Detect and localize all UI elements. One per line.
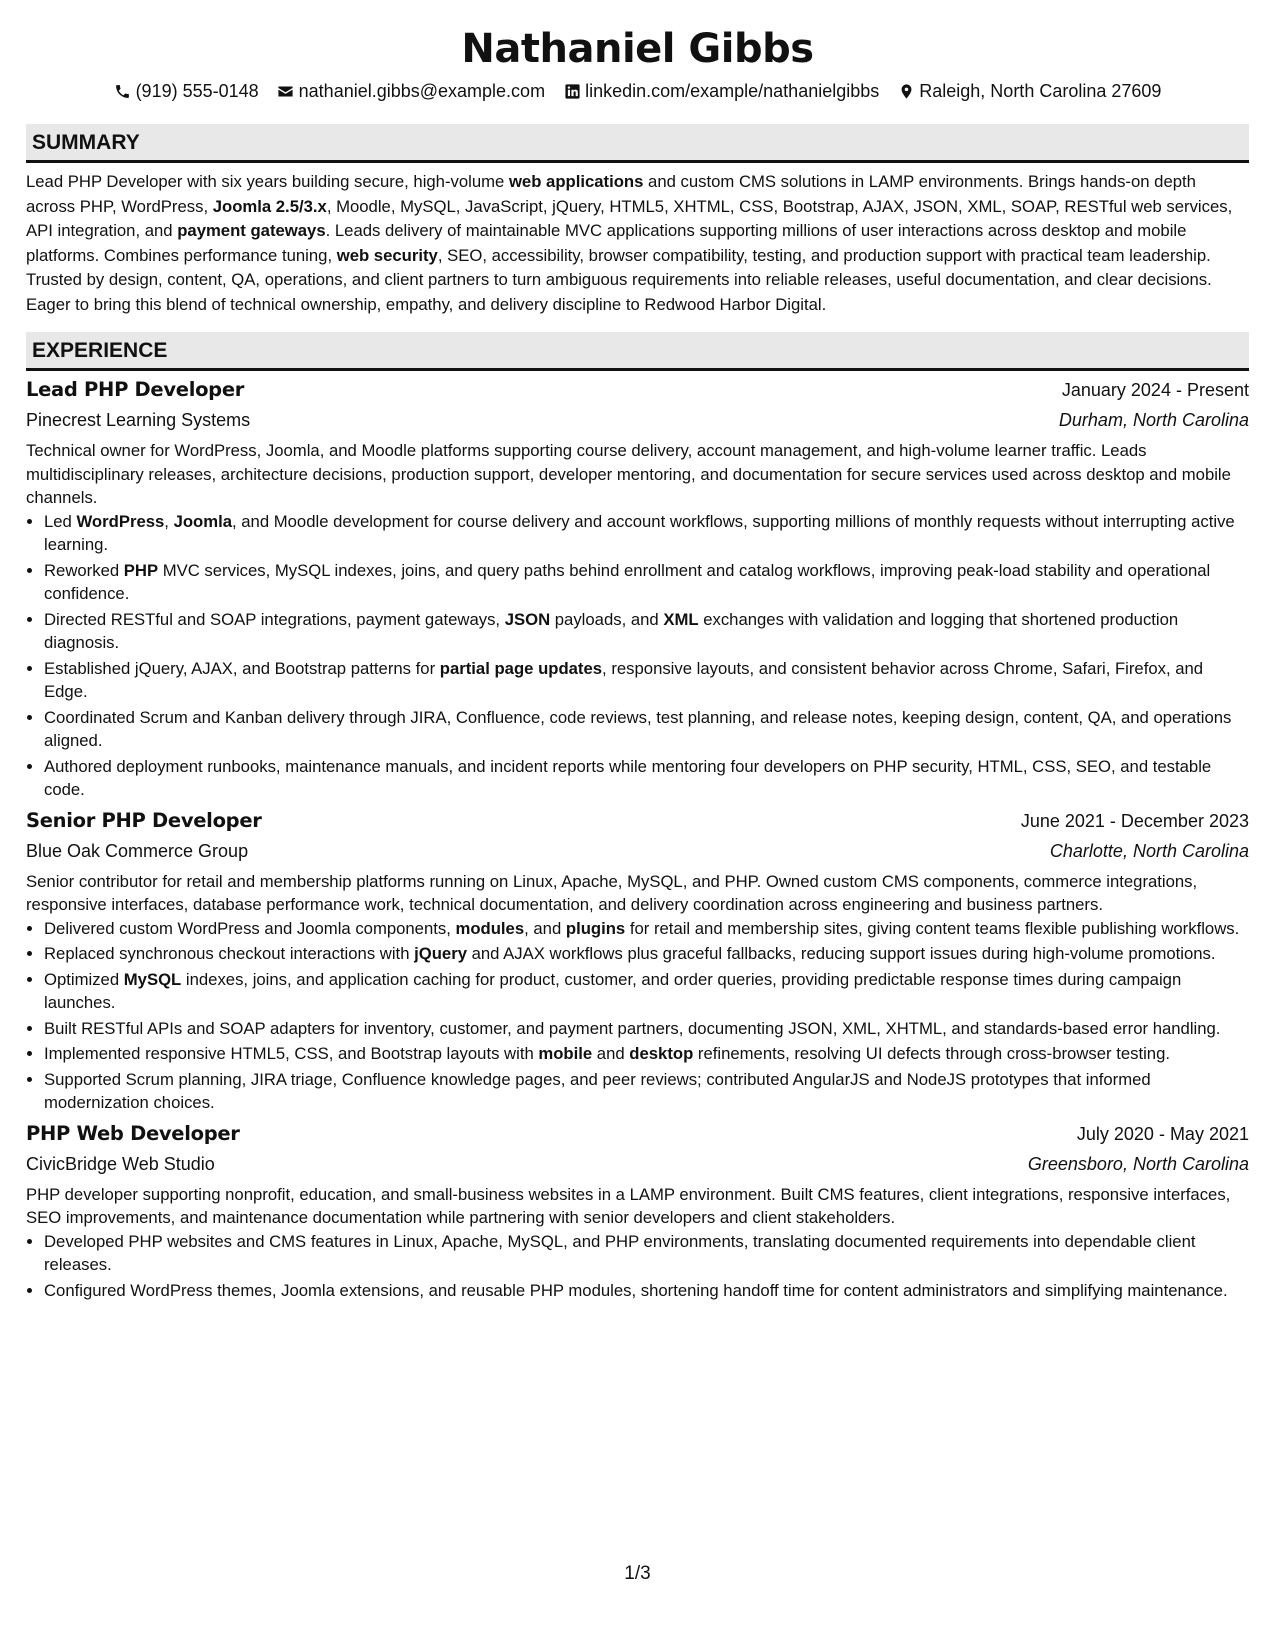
text-run: and AJAX workflows plus graceful fallbacks, reducing support issues during high-volume promotions. [466, 944, 1216, 963]
contact-linkedin[interactable] [563, 80, 879, 102]
text-run: Supported Scrum planning, JIRA triage, Confluence knowledge pages, and peer reviews; contributed AngularJS and NodeJS prototypes that informed modernization choices. [44, 1069, 1151, 1112]
bold-keyword: modules [455, 918, 525, 938]
experience-list [26, 375, 1249, 1302]
job-location: Charlotte, North Carolina [1049, 840, 1249, 861]
text-run: Developed PHP websites and CMS features in Linux, Apache, MySQL, and PHP environments, translating documented requirements into dependable client releases. [44, 1231, 1196, 1274]
text-run: Lead PHP Developer with six years building secure, high-volume [26, 172, 509, 191]
text-run: indexes, joins, and application caching for product, customer, and order queries, providing predictable response times during campaign launches. [44, 969, 1182, 1012]
job-title-row [26, 375, 1249, 405]
bold-keyword: Joomla 2.5/3.x [212, 196, 327, 216]
text-run: , and [524, 918, 566, 938]
bold-keyword: Joomla [173, 511, 232, 531]
job-location: Durham, North Carolina [1058, 410, 1249, 430]
text-run: . Leads delivery of maintainable MVC applications supporting millions of user interactions across desktop and mobile platforms. Combines performance tuning, [26, 221, 1187, 265]
text-run: , Moodle, MySQL, JavaScript, jQuery, HTML5, XHTML, CSS, Bootstrap, AJAX, JSON, XML, SOAP, RESTful web services, API integration, and [26, 196, 1233, 240]
text-run: Replaced synchronous checkout interactions with [44, 944, 415, 963]
bullet-item [44, 1230, 1249, 1277]
job-title-row [26, 806, 1249, 836]
job-title: Lead PHP Developer [26, 378, 245, 401]
bullet-item [44, 1017, 1249, 1041]
text-run: , [164, 511, 174, 531]
bullet-item [44, 1042, 1249, 1066]
text-run: , responsive layouts, and consistent behavior across Chrome, Safari, Firefox, and Edge. [44, 658, 1204, 701]
bold-keyword: desktop [629, 1044, 694, 1063]
page-number: 1/3 [624, 1563, 651, 1584]
text-run: Directed RESTful and SOAP integrations, payment gateways, [44, 609, 505, 629]
bold-keyword: WordPress [76, 511, 165, 531]
text-run: for retail and membership sites, giving content teams flexible publishing workflows. [625, 918, 1240, 938]
bullet-item [44, 755, 1249, 802]
job-company-row [26, 836, 1249, 866]
bold-keyword: partial page updates [439, 658, 603, 678]
job-company-row [26, 1149, 1249, 1179]
text-run: Implemented responsive HTML5, CSS, and Bootstrap layouts with [44, 1044, 539, 1063]
job-entry [26, 375, 1249, 802]
bold-keyword: plugins [565, 918, 626, 938]
job-bullets [26, 510, 1249, 802]
text-run: refinements, resolving UI defects through cross-browser testing. [693, 1044, 1170, 1063]
map-pin-icon [897, 82, 915, 100]
job-entry [26, 1119, 1249, 1303]
contact-phone [114, 80, 259, 102]
text-run: Configured WordPress themes, Joomla extensions, and reusable PHP modules, shortening handoff time for content administrators and simplifying maintenance. [44, 1280, 1228, 1300]
bullet-item [44, 657, 1249, 704]
text-run: Coordinated Scrum and Kanban delivery through JIRA, Confluence, code reviews, test planning, and release notes, keeping design, content, QA, and operations aligned. [44, 707, 1232, 750]
text-run: MVC services, MySQL indexes, joins, and query paths behind enrollment and catalog workflows, improving peak-load stability and operational confidence. [44, 560, 1211, 603]
text-run: payloads, and [550, 609, 664, 629]
job-title: Senior PHP Developer [26, 808, 262, 832]
contact-location [897, 80, 1161, 102]
text-run: Established jQuery, AJAX, and Bootstrap patterns for [44, 658, 440, 678]
text-run: Delivered custom WordPress and Joomla components, [44, 918, 456, 938]
job-dates: January 2024 - Present [1061, 380, 1249, 400]
bullet-item [44, 1068, 1249, 1115]
candidate-name: Nathaniel Gibbs [461, 26, 814, 72]
bullet-item [44, 510, 1249, 557]
text-run: Built RESTful APIs and SOAP adapters for inventory, customer, and payment partners, documenting JSON, XML, XHTML, and standards-based error handling. [44, 1018, 1221, 1038]
job-description: Technical owner for WordPress, Joomla, and Moodle platforms supporting course delivery, account management, and high-volume learner traffic. Leads multidisciplinary releases, architecture decisions, production support, developer mentoring, and documentation for secure services used across desktop and mobile channels. [26, 441, 1231, 507]
experience-heading: EXPERIENCE [26, 332, 1249, 371]
bullet-item [44, 968, 1249, 1015]
text-run: Reworked [44, 560, 124, 580]
location-text: Raleigh, North Carolina 27609 [919, 81, 1162, 101]
job-title: PHP Web Developer [26, 1121, 240, 1145]
job-bullets [26, 917, 1249, 1115]
linkedin-link[interactable]: linkedin.com/example/nathanielgibbs [585, 81, 880, 101]
bullet-item [44, 706, 1249, 753]
text-run: exchanges with validation and logging that shortened production diagnosis. [44, 609, 1179, 652]
email-link[interactable]: nathaniel.gibbs@example.com [298, 81, 546, 101]
bullet-item [44, 559, 1249, 606]
bullet-item [44, 608, 1249, 655]
text-run: , SEO, accessibility, browser compatibility, testing, and production support with practical team leadership. Trusted by design, content, QA, operations, and client partners to turn ambiguous requirements into reliable releases, useful documentation, and clear decisions. Eager to bring this blend of technical ownership, empathy, and delivery discipline to Redwood Harbor Digital. [26, 245, 1212, 314]
text-run: Led [44, 511, 77, 531]
bold-keyword: XML [663, 609, 699, 629]
bullet-item [44, 1279, 1249, 1303]
job-dates: July 2020 - May 2021 [1076, 1123, 1249, 1144]
job-title-row [26, 1119, 1249, 1149]
job-description: PHP developer supporting nonprofit, education, and small-business websites in a LAMP environment. Built CMS features, client integrations, responsive interfaces, SEO improvements, and maintenance documentation while partnering with senior developers and client stakeholders. [26, 1184, 1231, 1227]
summary-heading: SUMMARY [26, 124, 1249, 163]
text-run: and custom CMS solutions in LAMP environments. Brings hands-on depth across PHP, WordPress, [26, 172, 1196, 216]
bold-keyword: jQuery [414, 944, 467, 963]
job-dates: June 2021 - December 2023 [1020, 810, 1249, 831]
resume-page [26, 0, 1249, 1304]
job-bullets [26, 1230, 1249, 1303]
job-description: Senior contributor for retail and membership platforms running on Linux, Apache, MySQL, and PHP. Owned custom CMS components, commerce integrations, responsive interfaces, database performance work, technical documentation, and delivery coordination across engineering and business partners. [26, 871, 1198, 914]
text-run: Authored deployment runbooks, maintenance manuals, and incident reports while mentoring four developers on PHP security, HTML, CSS, SEO, and testable code. [44, 756, 1212, 799]
job-entry [26, 806, 1249, 1115]
bold-keyword: web applications [508, 172, 644, 191]
bold-keyword: PHP [123, 560, 159, 580]
company-name: Pinecrest Learning Systems [26, 410, 251, 430]
contact-email[interactable] [277, 80, 545, 102]
bullet-item [44, 942, 1249, 966]
company-name: Blue Oak Commerce Group [26, 840, 249, 861]
contact-bar [26, 80, 1249, 102]
bold-keyword: MySQL [123, 969, 182, 989]
summary-paragraph [26, 170, 1249, 317]
phone-icon [114, 82, 132, 100]
text-run: and [592, 1044, 630, 1063]
bold-keyword: web security [336, 245, 438, 265]
company-name: CivicBridge Web Studio [26, 1153, 215, 1174]
envelope-icon [277, 82, 295, 100]
bold-keyword: payment gateways [177, 221, 326, 240]
bullet-item [44, 917, 1249, 941]
text-run: , and Moodle development for course delivery and account workflows, supporting millions of monthly requests without interrupting active learning. [44, 511, 1235, 554]
linkedin-icon [563, 82, 581, 100]
phone-text: (919) 555-0148 [135, 81, 259, 101]
text-run: Optimized [44, 969, 124, 989]
job-location: Greensboro, North Carolina [1027, 1153, 1249, 1174]
bold-keyword: mobile [538, 1044, 593, 1063]
bold-keyword: JSON [504, 609, 551, 629]
job-company-row [26, 405, 1249, 435]
